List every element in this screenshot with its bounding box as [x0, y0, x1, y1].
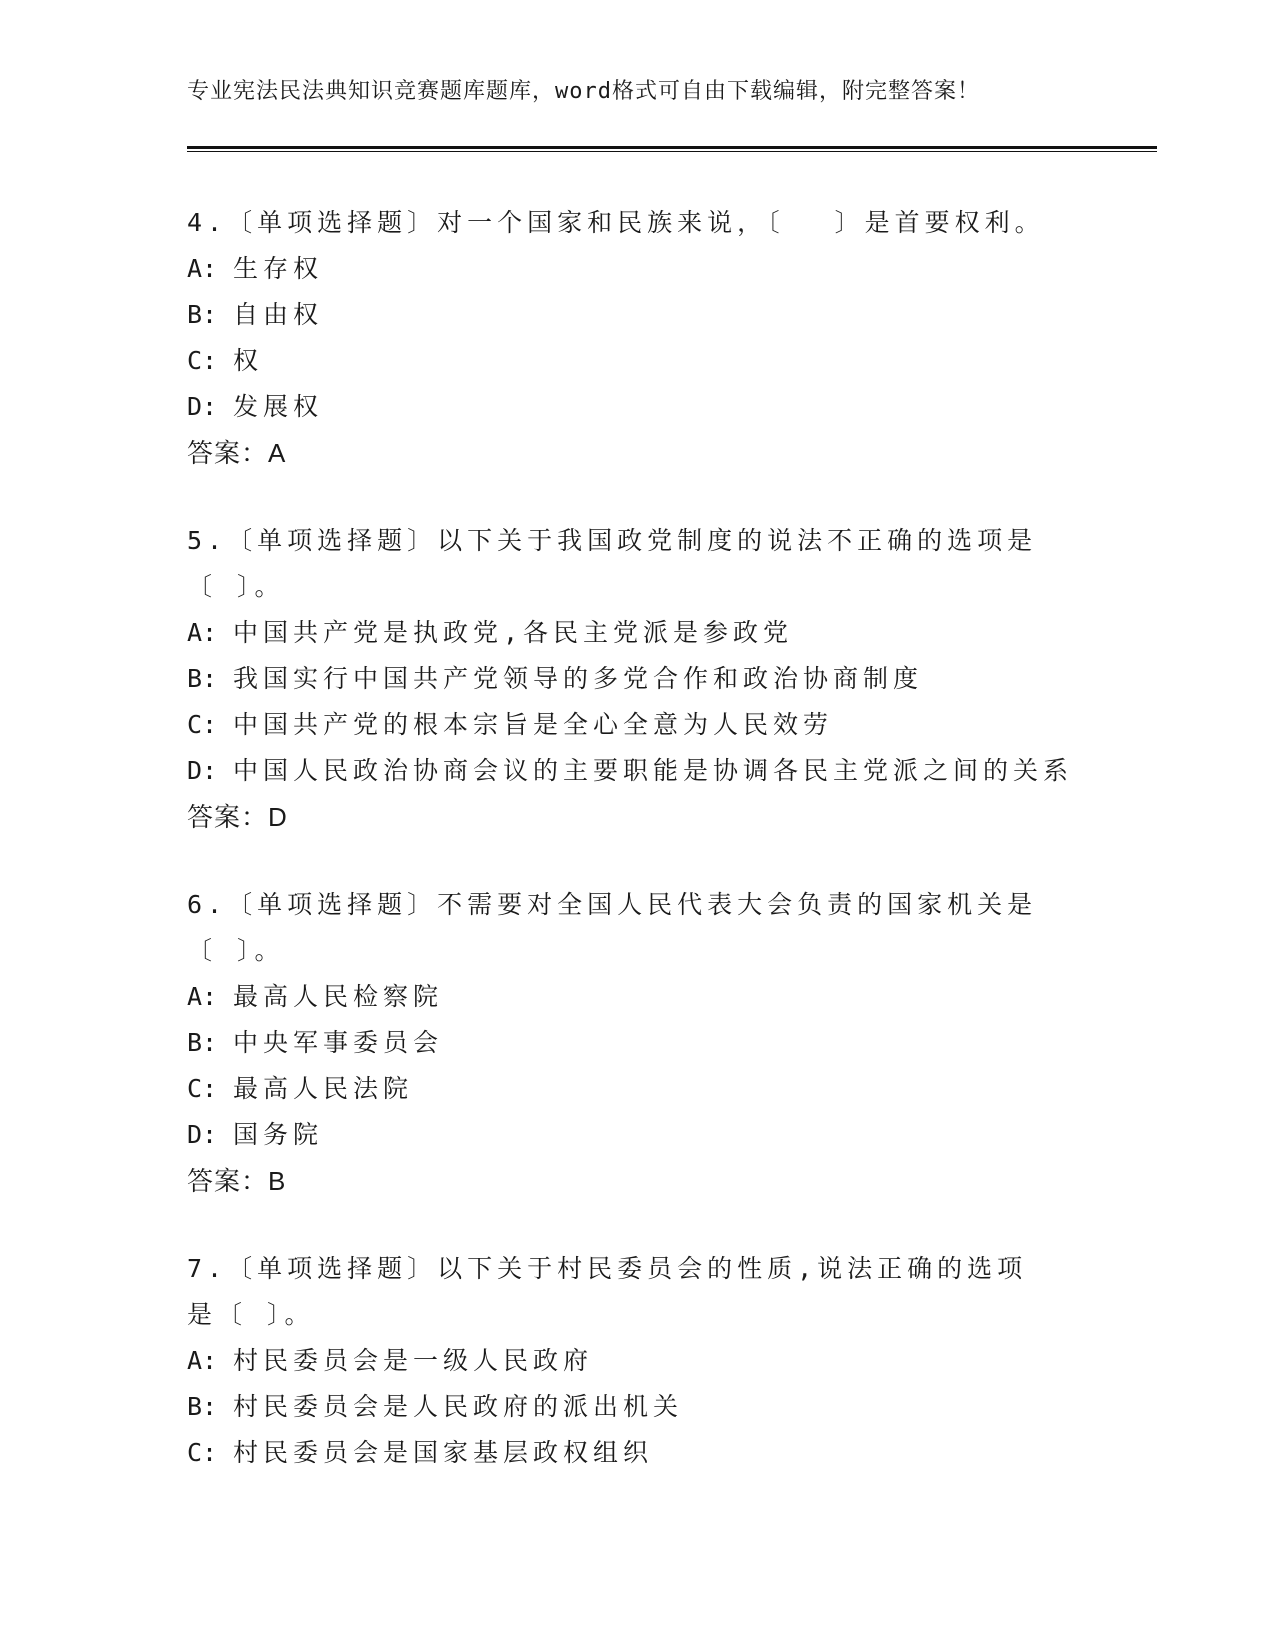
option-b	[187, 292, 1057, 338]
question-6	[187, 882, 1057, 1204]
answer: 答案：D	[187, 802, 288, 832]
option-text: 村民委员会是国家基层政权组织	[233, 1438, 654, 1467]
option-a	[187, 974, 1057, 1020]
option-letter: D:	[187, 392, 218, 421]
option-text: 生存权	[233, 254, 324, 283]
option-c	[187, 702, 1057, 748]
option-letter: B:	[187, 664, 218, 693]
option-d	[187, 1112, 1057, 1158]
option-letter: B:	[187, 1392, 218, 1421]
option-a	[187, 1338, 1057, 1384]
option-c	[187, 1430, 1057, 1476]
option-text: 权	[233, 346, 264, 375]
option-text: 中央军事委员会	[233, 1028, 444, 1057]
option-d	[187, 384, 1057, 430]
answer: 答案：A	[187, 438, 287, 468]
option-text: 村民委员会是人民政府的派出机关	[233, 1392, 684, 1421]
header-rule-thick	[187, 146, 1157, 149]
question-text: 6.〔单项选择题〕不需要对全国人民代表大会负责的国家机关是〔 〕。	[187, 890, 1038, 965]
question-text: 4.〔单项选择题〕对一个国家和民族来说，〔 〕是首要权利。	[187, 208, 1045, 237]
question-text: 7.〔单项选择题〕以下关于村民委员会的性质,说法正确的选项是〔 〕。	[187, 1254, 1028, 1329]
option-text: 发展权	[233, 392, 324, 421]
option-text: 最高人民法院	[233, 1074, 414, 1103]
option-letter: C:	[187, 710, 218, 739]
option-letter: D:	[187, 756, 218, 785]
answer: 答案：B	[187, 1166, 287, 1196]
option-d	[187, 748, 1074, 794]
option-c	[187, 1066, 1057, 1112]
option-b	[187, 1020, 1057, 1066]
header-rule-thin	[187, 151, 1157, 152]
option-letter: A:	[187, 254, 218, 283]
option-letter: B:	[187, 300, 218, 329]
option-text: 我国实行中国共产党领导的多党合作和政治协商制度	[233, 664, 924, 693]
option-letter: C:	[187, 1438, 218, 1467]
question-text: 5.〔单项选择题〕以下关于我国政党制度的说法不正确的选项是〔 〕。	[187, 526, 1038, 601]
option-b	[187, 656, 1057, 702]
option-letter: C:	[187, 346, 218, 375]
option-text: 中国共产党的根本宗旨是全心全意为人民效劳	[233, 710, 834, 739]
option-a	[187, 246, 1057, 292]
page-header: 专业宪法民法典知识竞赛题库题库，word格式可自由下载编辑，附完整答案！	[187, 79, 980, 104]
option-text: 国务院	[233, 1120, 324, 1149]
question-4	[187, 200, 1057, 476]
option-text: 中国共产党是执政党,各民主党派是参政党	[233, 618, 794, 647]
option-b	[187, 1384, 1057, 1430]
option-letter: B:	[187, 1028, 218, 1057]
option-letter: C:	[187, 1074, 218, 1103]
question-list	[187, 200, 1074, 1518]
question-7	[187, 1246, 1057, 1476]
option-letter: A:	[187, 1346, 218, 1375]
question-5	[187, 518, 1074, 840]
option-text: 村民委员会是一级人民政府	[233, 1346, 594, 1375]
option-text: 中国人民政治协商会议的主要职能是协调各民主党派之间的关系	[233, 756, 1074, 785]
option-letter: A:	[187, 618, 218, 647]
option-text: 自由权	[233, 300, 324, 329]
option-c	[187, 338, 1057, 384]
option-letter: A:	[187, 982, 218, 1011]
option-letter: D:	[187, 1120, 218, 1149]
option-a	[187, 610, 1057, 656]
option-text: 最高人民检察院	[233, 982, 444, 1011]
